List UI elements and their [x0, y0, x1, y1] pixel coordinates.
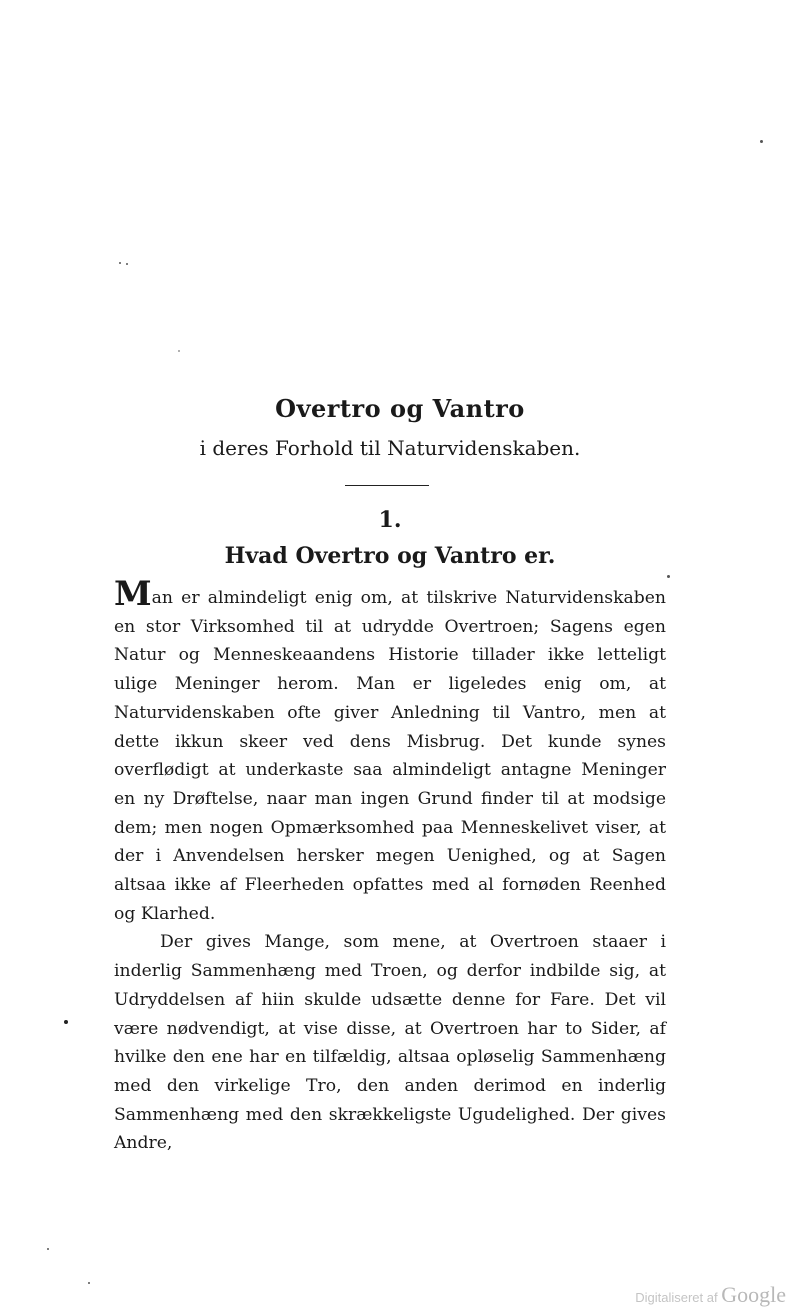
- scan-speck: [760, 140, 763, 143]
- section-number: 1.: [378, 507, 402, 533]
- paragraph-2: Der gives Mange, som mene, at Overtroen staaer i inderlig Sammenhæng med Troen, og derfor indbilde sig, at Udryddelsen af hiin skulde udsætte denne for Fare. Det vil være nødvendigt, at vise disse, at Overtroen har to Sider, af hvilke den ene har en tilfældig, altsaa opløselig Sammenhæng med den virkelige Tro, den anden derimod en inderlig Sammenhæng med den skrækkeligste Ugudelighed. Der gives Andre,: [114, 932, 666, 1154]
- scan-speck: [47, 1248, 49, 1250]
- digitization-watermark: [635, 1282, 786, 1308]
- scan-speck: [667, 575, 670, 578]
- paragraph-1: [114, 574, 666, 928]
- scan-speck: [178, 350, 180, 352]
- title-divider: [345, 485, 429, 486]
- scan-speck: [88, 1282, 90, 1284]
- scan-speck: [126, 263, 128, 265]
- drop-cap: M: [114, 574, 152, 614]
- page-title: Overtro og Vantro: [275, 394, 525, 423]
- body-text: [114, 574, 666, 1158]
- section-title: Hvad Overtro og Vantro er.: [224, 543, 556, 569]
- watermark-prefix: Digitaliseret af: [635, 1290, 718, 1305]
- scan-speck: [119, 262, 121, 264]
- google-logo: Google: [721, 1282, 786, 1307]
- scan-speck: [64, 1020, 68, 1024]
- paragraph-1-text: an er almindeligt enig om, at tilskrive Naturvidenskaben en stor Virksomhed til at udrydde Overtroen; Sagens egen Natur og Menneskeaandens Historie tillader ikke letteligt ulige Meninger herom. Man er ligeledes enig om, at Naturvidenskaben ofte giver Anledning til Vantro, men at dette ikkun skeer ved dens Misbrug. Det kunde synes overflødigt at underkaste saa almindeligt antagne Meninger en ny Drøftelse, naar man ingen Grund finder til at modsige dem; men nogen Opmærksomhed paa Menneskelivet viser, at der i Anvendelsen hersker megen Uenighed, og at Sagen altsaa ikke af Fleerheden opfattes med al fornøden Reenhed og Klarhed.: [114, 588, 666, 924]
- page-subtitle: i deres Forhold til Naturvidenskaben.: [199, 436, 581, 460]
